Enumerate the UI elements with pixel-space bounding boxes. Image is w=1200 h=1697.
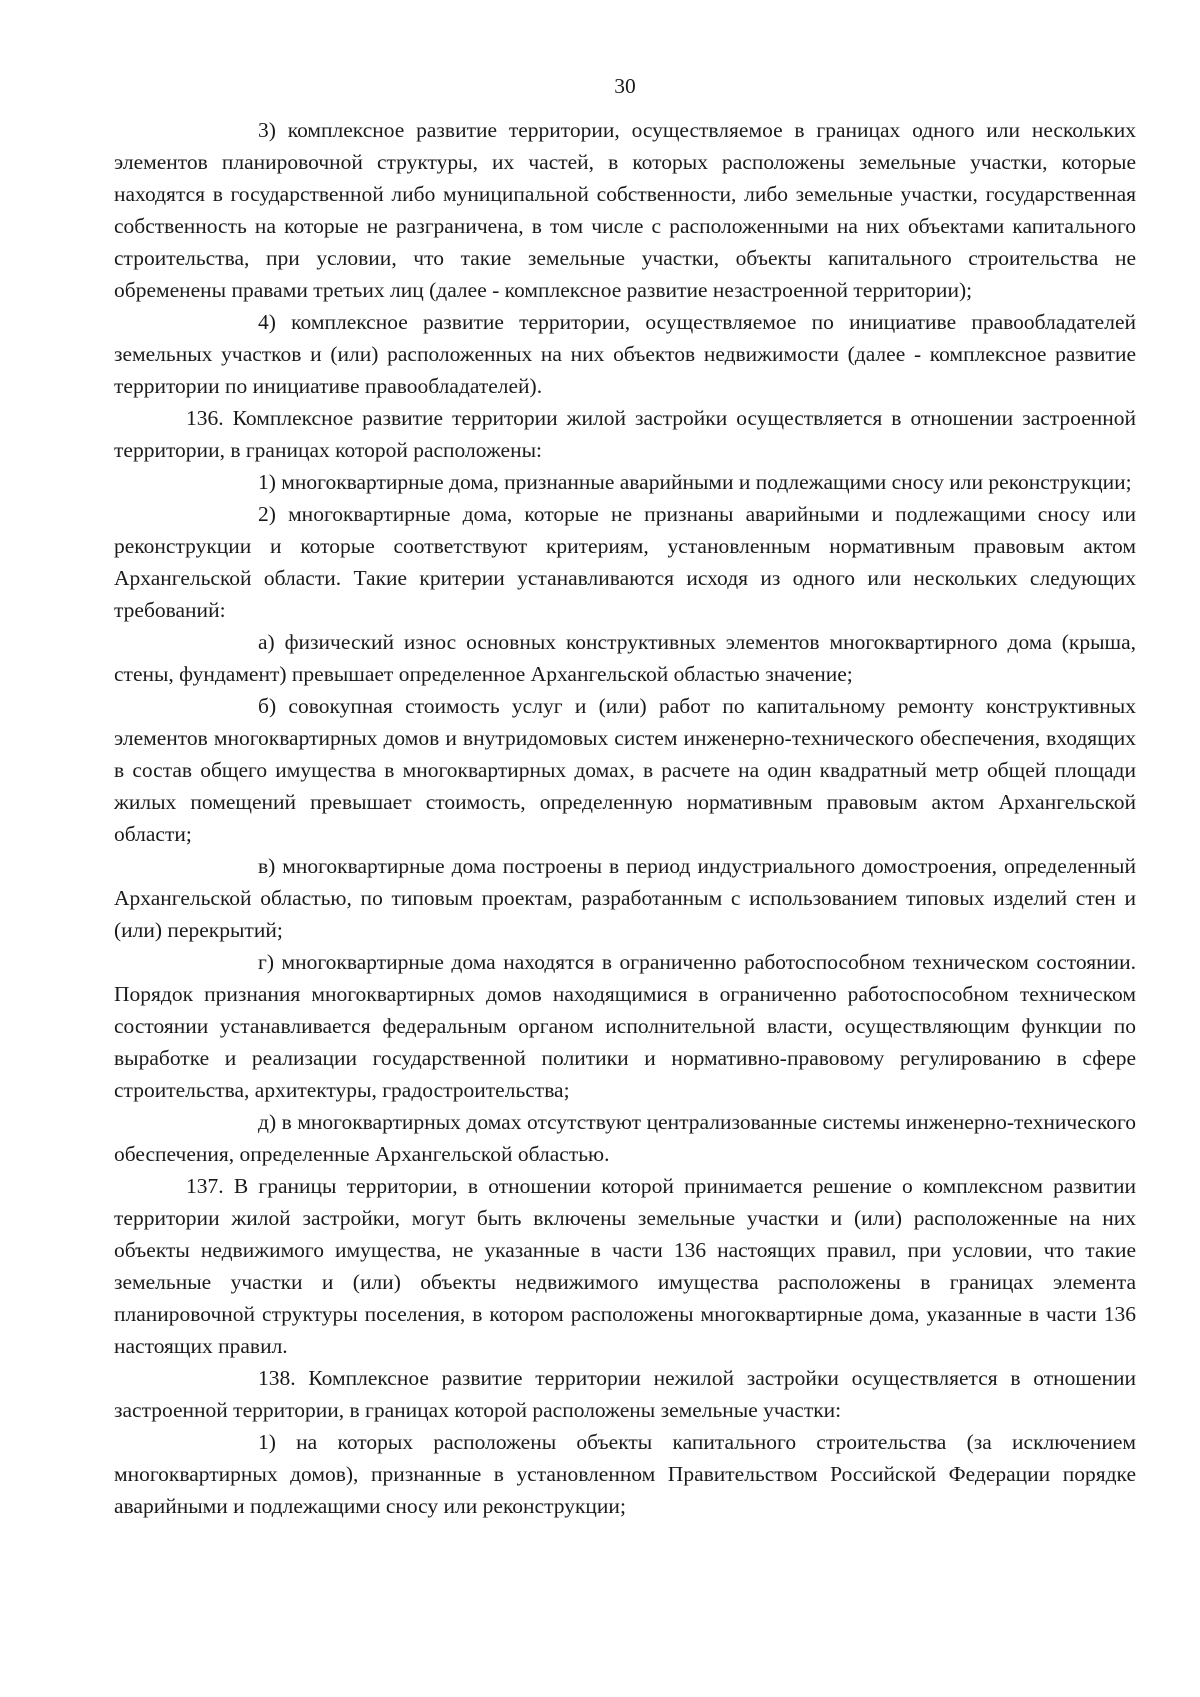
paragraph-136 [114, 402, 1136, 466]
paragraph-4 [114, 306, 1136, 402]
paragraph-136-2-b [114, 690, 1136, 850]
item-number: 3) [258, 118, 276, 142]
paragraph-text: многоквартирные дома, которые не признаны аварийными и подлежащими сносу или реконструкции и которые соответствуют критериям, установленным нормативным правовым актом Архангельской области. Такие критерии устанавливаются исходя из одного или нескольких следующих требований: [114, 502, 1136, 622]
page-number: 30 [614, 74, 636, 98]
item-number: д) [258, 1110, 277, 1134]
item-number: 138. [258, 1366, 296, 1390]
paragraph-3 [114, 114, 1136, 306]
item-number: 1) [258, 1430, 276, 1454]
paragraph-text: на которых расположены объекты капитального строительства (за исключением многоквартирных домов), признанные в установленном Правительством Российской Федерации порядке аварийными и подлежащими сносу или реконструкции; [114, 1430, 1137, 1518]
paragraph-text: физический износ основных конструктивных элементов многоквартирного дома (крыша, стены, фундамент) превышает определенное Архангельской областью значение; [114, 630, 1137, 686]
item-number: в) [258, 854, 276, 878]
paragraph-137 [114, 1170, 1136, 1362]
paragraph-136-2-v [114, 850, 1136, 946]
paragraph-text: комплексное развитие территории, осуществляемое в границах одного или нескольких элементов планировочной структуры, их частей, в которых расположены земельные участки, которые находятся в государственной либо муниципальной собственности, либо земельные участки, государственная собственность на которые не разграничена, в том числе с расположенными на них объектами капитального строительства, при условии, что такие земельные участки, объекты капитального строительства не обременены правами третьих лиц (далее - комплексное развитие незастроенной территории); [114, 118, 1136, 302]
paragraph-text: в многоквартирных домах отсутствуют централизованные системы инженерно-технического обеспечения, определенные Архангельской областью. [114, 1110, 1136, 1166]
paragraph-136-2-d [114, 1106, 1136, 1170]
paragraph-138-1 [114, 1426, 1136, 1522]
item-number: 2) [258, 502, 276, 526]
paragraph-138 [114, 1362, 1136, 1426]
paragraph-text: Комплексное развитие территории нежилой застройки осуществляется в отношении застроенной территории, в границах которой расположены земельные участки: [114, 1366, 1136, 1422]
paragraph-text: Комплексное развитие территории жилой застройки осуществляется в отношении застроенной территории, в границах которой расположены: [114, 406, 1137, 462]
item-number: б) [258, 694, 277, 718]
paragraph-text: комплексное развитие территории, осуществляемое по инициативе правообладателей земельных участков и (или) расположенных на них объектов недвижимости (далее - комплексное развитие территории по инициативе правообладателей). [114, 310, 1136, 398]
item-number: г) [258, 950, 274, 974]
paragraph-text: многоквартирные дома находятся в ограниченно работоспособном техническом состоянии. Порядок признания многоквартирных домов находящимися в ограниченно работоспособном техническом состоянии устанавливается федеральным органом исполнительной власти, осуществляющим функции по выработке и реализации государственной политики и нормативно-правовому регулированию в сфере строительства, архитектуры, градостроительства; [114, 950, 1137, 1102]
item-number: 4) [258, 310, 276, 334]
paragraph-text: совокупная стоимость услуг и (или) работ по капитальному ремонту конструктивных элементов многоквартирных домов и внутридомовых систем инженерно-технического обеспечения, входящих в состав общего имущества в многоквартирных домах, в расчете на один квадратный метр общей площади жилых помещений превышает стоимость, определенную нормативным правовым актом Архангельской области; [114, 694, 1136, 846]
item-number: 1) [258, 470, 276, 494]
paragraph-136-1 [114, 466, 1136, 498]
item-number: а) [258, 630, 275, 654]
paragraph-text: многоквартирные дома построены в период индустриального домостроения, определенный Архангельской областью, по типовым проектам, разработанным с использованием типовых изделий стен и (или) перекрытий; [114, 854, 1136, 942]
paragraph-text: В границы территории, в отношении которой принимается решение о комплексном развитии территории жилой застройки, могут быть включены земельные участки и (или) расположенные на них объекты недвижимого имущества, не указанные в части 136 настоящих правил, при условии, что такие земельные участки и (или) объекты недвижимого имущества расположены в границах элемента планировочной структуры поселения, в котором расположены многоквартирные дома, указанные в части 136 настоящих правил. [114, 1174, 1136, 1358]
paragraph-136-2-a [114, 626, 1136, 690]
paragraph-text: многоквартирные дома, признанные аварийными и подлежащими сносу или реконструкции; [281, 470, 1132, 494]
item-number: 136. [186, 406, 224, 430]
paragraph-136-2 [114, 498, 1136, 626]
paragraph-136-2-g [114, 946, 1136, 1106]
item-number: 137. [186, 1174, 224, 1198]
